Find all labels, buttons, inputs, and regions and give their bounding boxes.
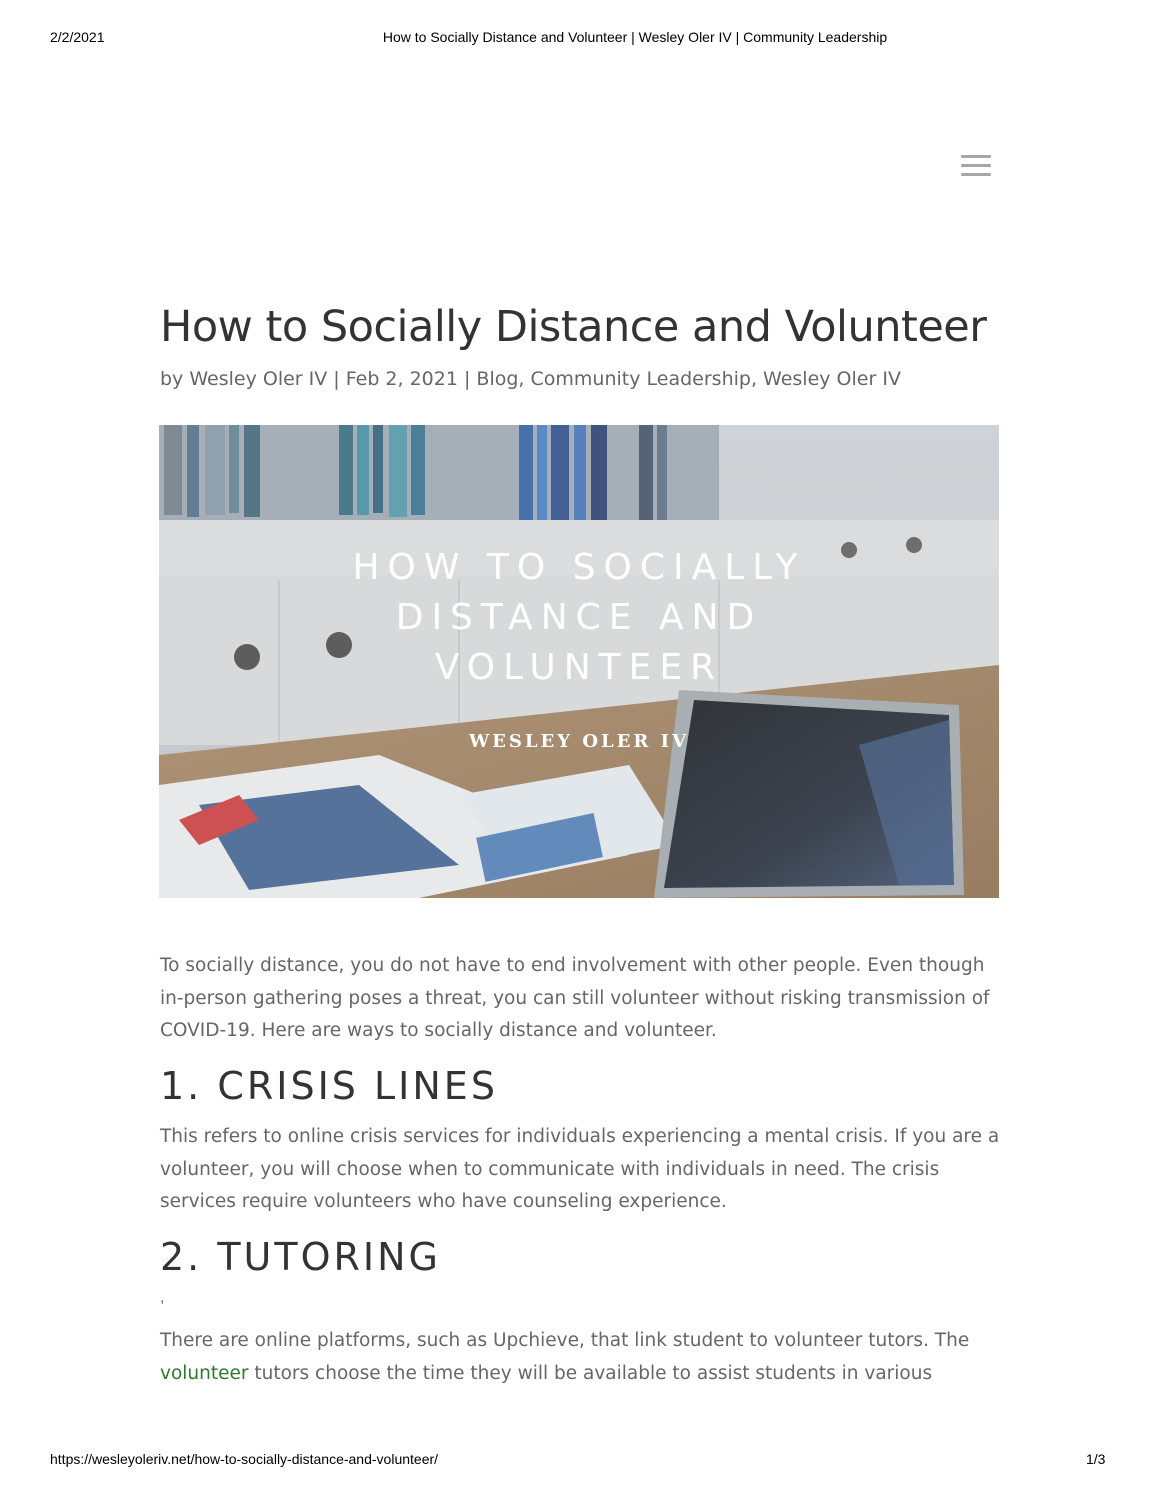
tutoring-text-cont: tutors choose the time they will be available to assist students in various [248, 1362, 933, 1384]
section-heading-tutoring: 2. TUTORING [160, 1235, 441, 1279]
print-footer-page: 1/3 [1086, 1451, 1106, 1467]
post-title: How to Socially Distance and Volunteer [160, 302, 987, 352]
featured-image-graphic [159, 425, 999, 898]
meta-comma: , [750, 368, 764, 390]
image-title-line-3: VOLUNTEER [434, 647, 724, 688]
stray-comma: , [160, 1289, 165, 1306]
meta-separator: | [457, 368, 477, 390]
category-link-blog[interactable]: Blog [476, 368, 519, 390]
featured-image [159, 425, 999, 898]
post-meta [160, 368, 901, 390]
image-title-line-2: DISTANCE AND [395, 597, 763, 638]
tutoring-text: There are online platforms, such as Upchieve, that link student to volunteer tutors. The [160, 1330, 970, 1351]
tutoring-paragraph [160, 1325, 1000, 1390]
post-date: Feb 2, 2021 [345, 368, 458, 390]
meta-comma: , [518, 368, 531, 390]
image-byline: WESLEY OLER IV [468, 731, 690, 752]
meta-by: by [160, 368, 190, 390]
image-title-line-1: HOW TO SOCIALLY [352, 547, 806, 588]
hamburger-menu-icon[interactable] [961, 155, 991, 179]
volunteer-link[interactable]: volunteer [160, 1362, 249, 1384]
intro-paragraph: To socially distance, you do not have to end involvement with other people. Even though in-person gathering poses a threat, you can still volunteer without risking transmission of COVID-19. Here are ways to socially distance and volunteer. [160, 955, 990, 1041]
meta-separator: | [327, 368, 346, 390]
section-heading-crisis-lines: 1. CRISIS LINES [160, 1064, 498, 1108]
crisis-lines-paragraph: This refers to online crisis services for individuals experiencing a mental crisis. If you are a volunteer, you will choose when to communicate with individuals in need. The crisis services require volunteers who have counseling experience. [160, 1126, 1000, 1212]
print-header-date: 2/2/2021 [50, 29, 105, 45]
print-footer-url: https://wesleyoleriv.net/how-to-socially-distance-and-volunteer/ [50, 1451, 439, 1467]
category-link-wesley-oler-iv[interactable]: Wesley Oler IV [763, 368, 901, 390]
author-link[interactable]: Wesley Oler IV [189, 368, 328, 390]
category-link-community-leadership[interactable]: Community Leadership [530, 368, 751, 390]
print-header-title: How to Socially Distance and Volunteer | Wesley Oler IV | Community Leadership [382, 29, 888, 45]
